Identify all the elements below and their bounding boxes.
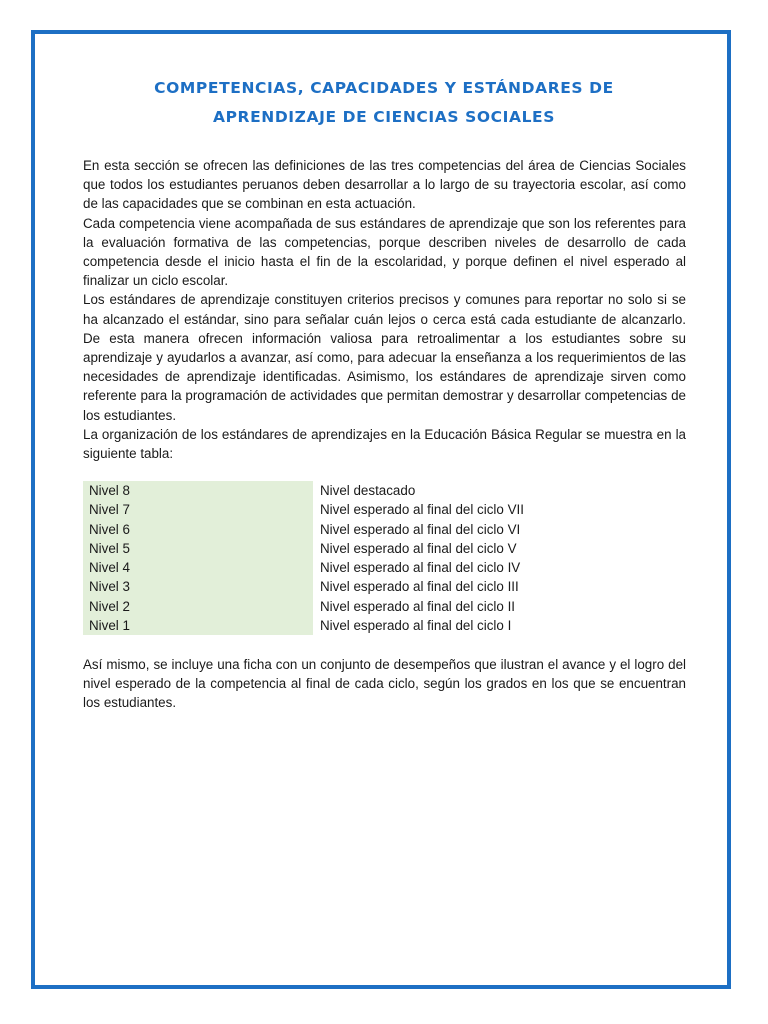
page-title <box>60 74 708 132</box>
table-row <box>83 558 686 577</box>
title-line-1: COMPETENCIAS, CAPACIDADES Y ESTÁNDARES DE <box>154 79 614 97</box>
paragraph: En esta sección se ofrecen las definiciones de las tres competencias del área de Ciencias Sociales que todos los estudiantes peruanos deben desarrollar a lo largo de su trayectoria escolar, así como de las capacidades que se combinan en esta actuación. <box>83 158 686 212</box>
level-cell: Nivel 4 <box>83 558 313 577</box>
level-cell: Nivel 1 <box>83 616 313 635</box>
table-row <box>83 520 686 539</box>
closing-paragraph: Así mismo, se incluye una ficha con un conjunto de desempeños que ilustran el avance y el logro del nivel esperado de la competencia al final de cada ciclo, según los grados en los que se encuentran los estudiantes. <box>83 657 686 711</box>
table-row <box>83 577 686 596</box>
level-cell: Nivel 6 <box>83 520 313 539</box>
description-cell: Nivel esperado al final del ciclo V <box>320 540 517 556</box>
levels-table <box>83 481 686 635</box>
table-row <box>83 500 686 519</box>
level-cell: Nivel 5 <box>83 539 313 558</box>
level-cell: Nivel 7 <box>83 500 313 519</box>
description-cell: Nivel esperado al final del ciclo I <box>320 618 512 634</box>
intro-text <box>83 156 686 463</box>
level-cell: Nivel 2 <box>83 597 313 616</box>
title-line-2: APRENDIZAJE DE CIENCIAS SOCIALES <box>212 108 556 126</box>
level-cell: Nivel 8 <box>83 481 313 500</box>
paragraph: La organización de los estándares de aprendizajes en la Educación Básica Regular se muestra en la siguiente tabla: <box>83 426 686 462</box>
paragraph: Los estándares de aprendizaje constituyen criterios precisos y comunes para reportar no solo si se ha alcanzado el estándar, sino para señalar cuán lejos o cerca está cada estudiante de alcanzarlo. De esta manera ofrecen información valiosa para retroalimentar a los estudiantes sobre su aprendizaje y ayudarlos a avanzar, así como, para adecuar la enseñanza a los requerimientos de las necesidades de aprendizaje identificadas. Asimismo, los estándares de aprendizaje sirven como referente para la programación de actividades que permitan demostrar y desarrollar competencias de los estudiantes. <box>83 292 686 423</box>
description-cell: Nivel esperado al final del ciclo III <box>320 579 519 595</box>
level-cell: Nivel 3 <box>83 577 313 596</box>
table-row <box>83 539 686 558</box>
paragraph: Cada competencia viene acompañada de sus estándares de aprendizaje que son los referentes para la evaluación formativa de las competencias, porque describen niveles de desarrollo de cada competencia desde el inicio hasta el fin de la escolaridad, y porque definen el nivel esperado al finalizar un ciclo escolar. <box>83 215 686 289</box>
description-cell: Nivel esperado al final del ciclo IV <box>320 560 521 576</box>
description-cell: Nivel esperado al final del ciclo VI <box>320 521 521 537</box>
description-cell: Nivel esperado al final del ciclo VII <box>320 502 524 518</box>
table-row <box>83 597 686 616</box>
description-cell: Nivel destacado <box>320 483 416 498</box>
table-row <box>83 481 686 500</box>
table-row <box>83 616 686 635</box>
description-cell: Nivel esperado al final del ciclo II <box>320 598 516 614</box>
